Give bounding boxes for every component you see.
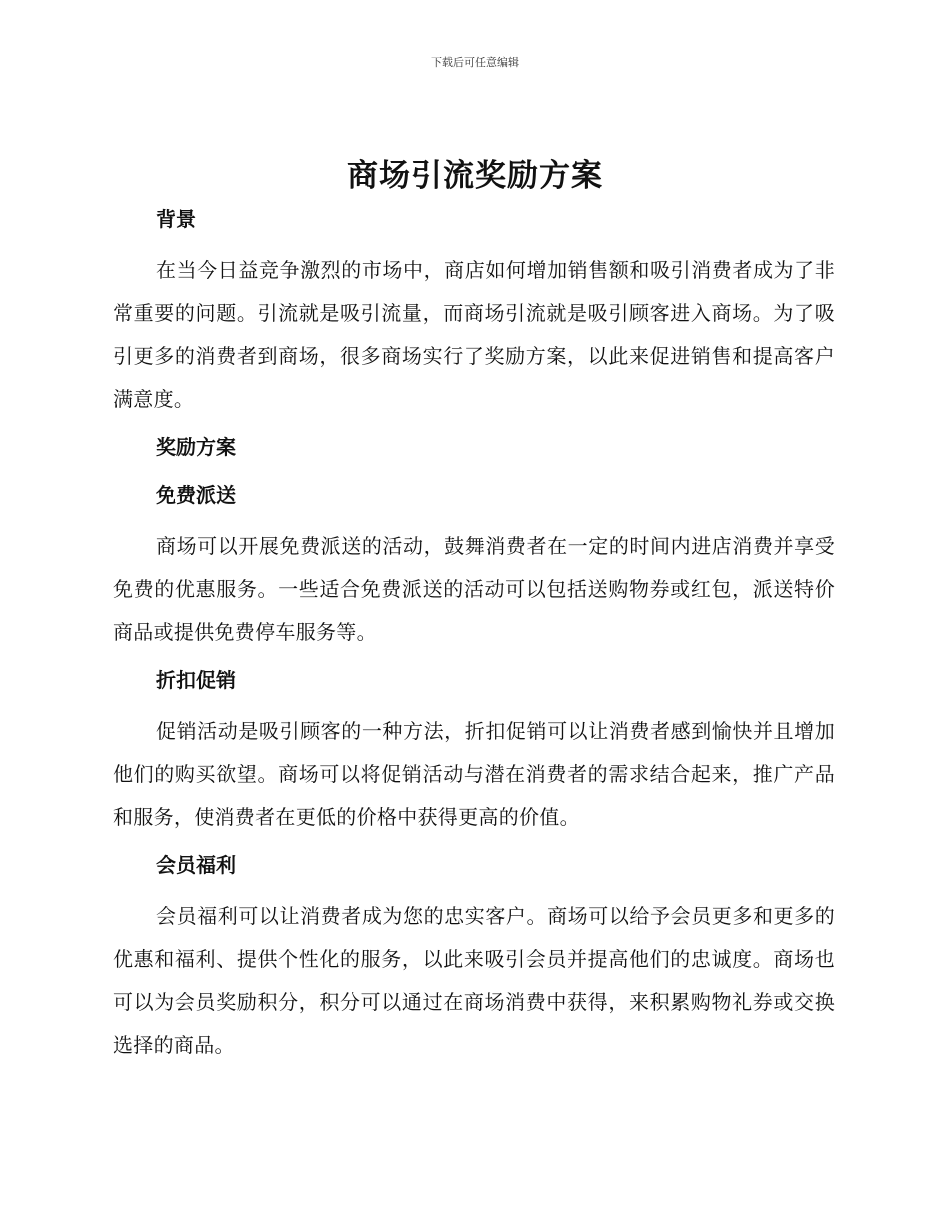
- section-paragraph-background: 在当今日益竞争激烈的市场中，商店如何增加销售额和吸引消费者成为了非常重要的问题。引流就是吸引流量，而商场引流就是吸引顾客进入商场。为了吸引更多的消费者到商场，很多商场实行了奖励方案，以此来促进销售和提高客户满意度。: [113, 258, 835, 411]
- page-title: 商场引流奖励方案: [347, 158, 603, 194]
- section-heading-reward-plan: 奖励方案: [156, 435, 236, 459]
- section-heading-free-delivery: 免费派送: [156, 483, 236, 507]
- document-body: [113, 196, 835, 1075]
- page-header-note: 下载后可任意编辑: [431, 56, 519, 69]
- section-heading-member-benefits: 会员福利: [156, 853, 236, 877]
- section-paragraph-discount-promotion: 促销活动是吸引顾客的一种方法，折扣促销可以让消费者感到愉快并且增加他们的购买欲望。商场可以将促销活动与潜在消费者的需求结合起来，推广产品和服务，使消费者在更低的价格中获得更高的价值。: [113, 719, 835, 829]
- section-paragraph-free-delivery: 商场可以开展免费派送的活动，鼓舞消费者在一定的时间内进店消费并享受免费的优惠服务。一些适合免费派送的活动可以包括送购物券或红包，派送特价商品或提供免费停车服务等。: [113, 534, 835, 644]
- section-heading-discount-promotion: 折扣促销: [156, 668, 236, 692]
- section-heading-background: 背景: [156, 207, 196, 231]
- section-paragraph-member-benefits: 会员福利可以让消费者成为您的忠实客户。商场可以给予会员更多和更多的优惠和福利、提供个性化的服务，以此来吸引会员并提高他们的忠诚度。商场也可以为会员奖励积分，积分可以通过在商场消费中获得，来积累购物礼券或交换选择的商品。: [113, 904, 835, 1057]
